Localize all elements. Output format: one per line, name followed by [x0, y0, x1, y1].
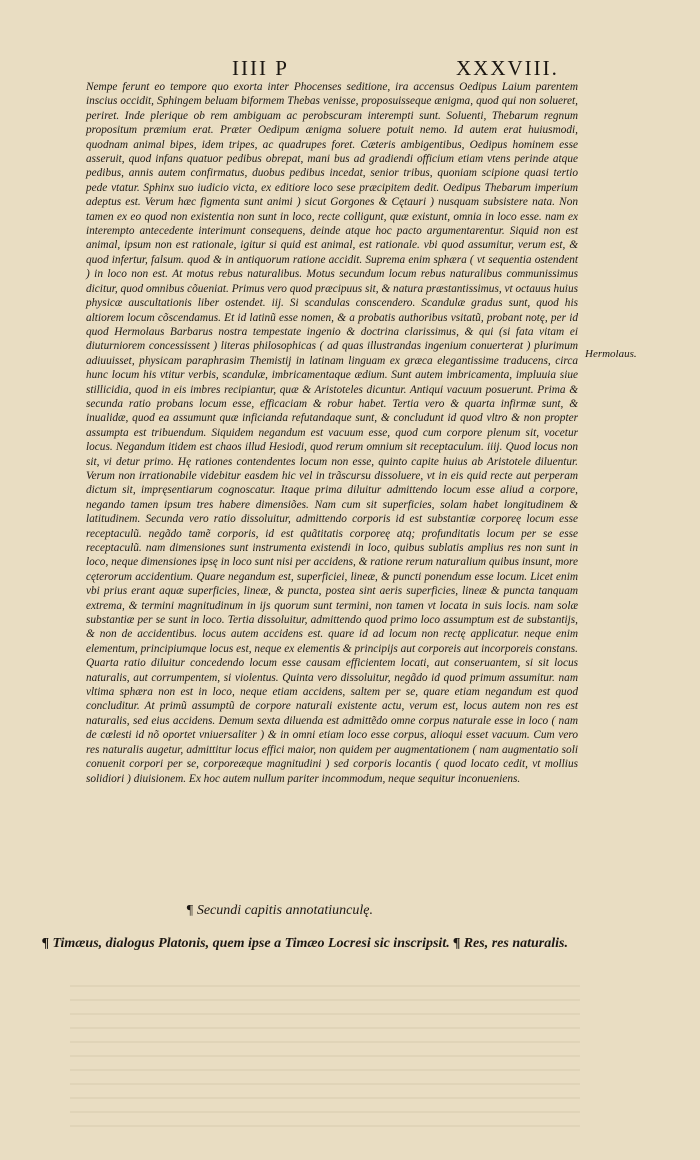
running-header [0, 56, 700, 82]
folio-number: XXXVIII. [456, 56, 559, 80]
annotation-paragraph: ¶ Timæus, dialogus Platonis, quem ipse a Timæo Locresi sic inscripsit. ¶ Res, res naturalis. [42, 936, 568, 951]
main-text-block: Nempe ferunt eo tempore quo exorta inter Phocenses seditione, ira accensus Oedipus Laium parentem inscius occidit, Sphingem beluam biformem Thebas venisse, proposuisseque ænigma, quod qui non solueret, periret. Inde plerique ob rem ambiguam ac perobscuram interempti sunt. Soluenti, Thebarum regnum propositum præmium erat. Præter Oedipum ænigma soluere potuit nemo. Id autem erat huiusmodi, quodnam animal bipes, idem tripes, ac quadrupes foret. Cæteris ambigentibus, Oedipus hominem esse asseruit, quod infans quatuor pedibus obrepat, mani bus ad gradiendi officium etiam vtens perinde atque pedibus, annis autem confirmatus, duobus pedibus incedat, senior tribus, quoniam scipione quasi tertio pede vtatur. Sphinx suo iudicio victa, ex editiore loco sese præcipitem dedit. Oedipus Thebarum imperium adeptus est. Verum hæc figmenta sunt animi ) sicut Gorgones & Cętauri ) nusquam subsistere nata. Non tamen ex eo quod non existentia non sunt in loco, recte colligunt, quæ existunt, omnia in loco esse. nam ex interempto antecedente interimunt consequens, deinde atque hoc pacto argumentarentur. Siquid non est animal, ipsum non est rationale, igitur si quid est animal, est rationale. vbi quod assumitur, verum est, & quod infertur, falsum. quod & in antiquorum ratione accidit. Suprema enim sphæra ( vt sequentia ostendent ) in loco non est. At motus rebus naturalibus. Motus secundum locum rebus naturalibus communissimus dicitur, quod omnibus cõueniat. Primus vero quod præcipuus sit, & natura præstantissimus, vt octauus huius physicæ auscultationis liber ostendet. iij. Si scandulas conscendero. Scandulæ gradus sunt, quod his altiorem locum cõscendamus. Et id latinũ esse nomen, & a probatis authoribus vsitatũ, probant notę, per id quod Hermolaus Barbarus nostra tempestate ingenio & doctrina clarissimus, & qui (si fata vitam ei diuturniorem concessissent ) literas philosophicas ( ad quas illustrandas ingenium conuerterat ) plurimum adiuuisset, physicam paraphrasim Themistij in latinam linguam ex græca elegantissime traducens, circa hunc locum his vtitur verbis, scandulæ, imbricamentaque ædium. Sunt autem imbricamenta, impluuia siue stillicidia, quod in eis imbres recipiantur, quæ & Aristoteles dicuntur. Antiqui vacuum posuerunt. Prima & secunda ratio probans locum esse, efficaciam & robur habet. Tertia vero & quarta infirmæ sunt, & inualidæ, quod ea assumunt quæ inficianda refutandaque sunt, & concludunt id quod vltro & non propter assumpta est tribuendum. Siquidem negandum est vacuum esse, quod cum corpore plenum sit, vocetur locus. Negandum itidem est chaos illud Hesiodi, quod rerum omnium sit receptaculum. iiij. Quod locus non sit, vi detur primo. Hę rationes contendentes locum non esse, quinto capite huius ab Aristotele diluentur. Verum non irrationabile videbitur easdem hic vel in trãscursu dissoluere, vt in eis quid recte aut perperam dictum sit, impręsentiarum cognoscatur. Itaque prima diluitur admittendo locum esse aliud a corpore, negando tamen ipsum tres habere dimensiões. Nam cum sit superficies, solam habet longitudinem & latitudinem. Secunda vero ratio dissoluitur, admittendo corporis id est substantiæ corporeę locum esse receptaculũ. negãdo tamẽ corporis, id est quãtitatis corporeę atq; profunditatis locum per se esse receptaculũ. nam dimensiones sunt instrumenta existendi in loco, quibus sublatis amplius res non sunt in loco, neque dimensiones ipsę in loco sunt nisi per accidens, & ratione rerum naturalium quibus insunt, more cęterorum accidentium. Quare negandum est, superficiei, lineæ, & puncti ponendum esse locum. Licet enim vbi prius erant aquæ superficies, lineæ, & puncta, postea sint aeris superficies, lineæ & puncta tanquam extrema, & termini magnitudinum in ijs quorum sunt termini, non tamen vt locata in suis locis. nam solæ substantiæ per se sunt in loco. Tertia dissoluitur, admittendo quod primo loco assumptum est de substantijs, & non de accidentibus. locus autem accidens est. quare id ad locum non rectę applicatur. neque enim elementum, principiumque locus est, neque ex elementis & principijs aut corporeis aut incorporeis constans. Quarta ratio diluitur concedendo locum esse causam efficientem locati, aut conseruantem, si sit locus naturalis, aut corrumpentem, si violentus. Quinta vero dissoluitur, negãdo id quod primum assumitur. nam vltima sphæra non est in loco, neque etiam accidens, saltem per se, quare etiam negandum est quod concluditur. At primũ assumptũ de corpore naturali existente actu, verum est, locus autem non res est naturalis, sed eius accidens. Demum sexta diluenda est admittẽdo omne corpus naturale esse in loco ( nam de cœlesti id nõ oportet vniuersaliter ) & in omni etiam loco esse corpus, alioqui esset vacuum. Cum vero res naturalis augetur, admittitur locus effici maior, non quidem per augmentationem ( nam augmentatio soli conuenit corpori per se, corporeæque magnitudini ) sed corporis locantis ( quod locato cedit, vt mollius solidiori ) diuisionem. Ex hoc autem nullum pariter incommodum, neque sequitur inconueniens. [86, 81, 578, 785]
bleed-through-area [70, 985, 580, 1135]
marginal-note: Hermolaus. [585, 348, 637, 360]
section-heading: ¶ Secundi capitis annotatiunculę. [186, 903, 373, 918]
signature-mark: IIII P [232, 56, 289, 80]
